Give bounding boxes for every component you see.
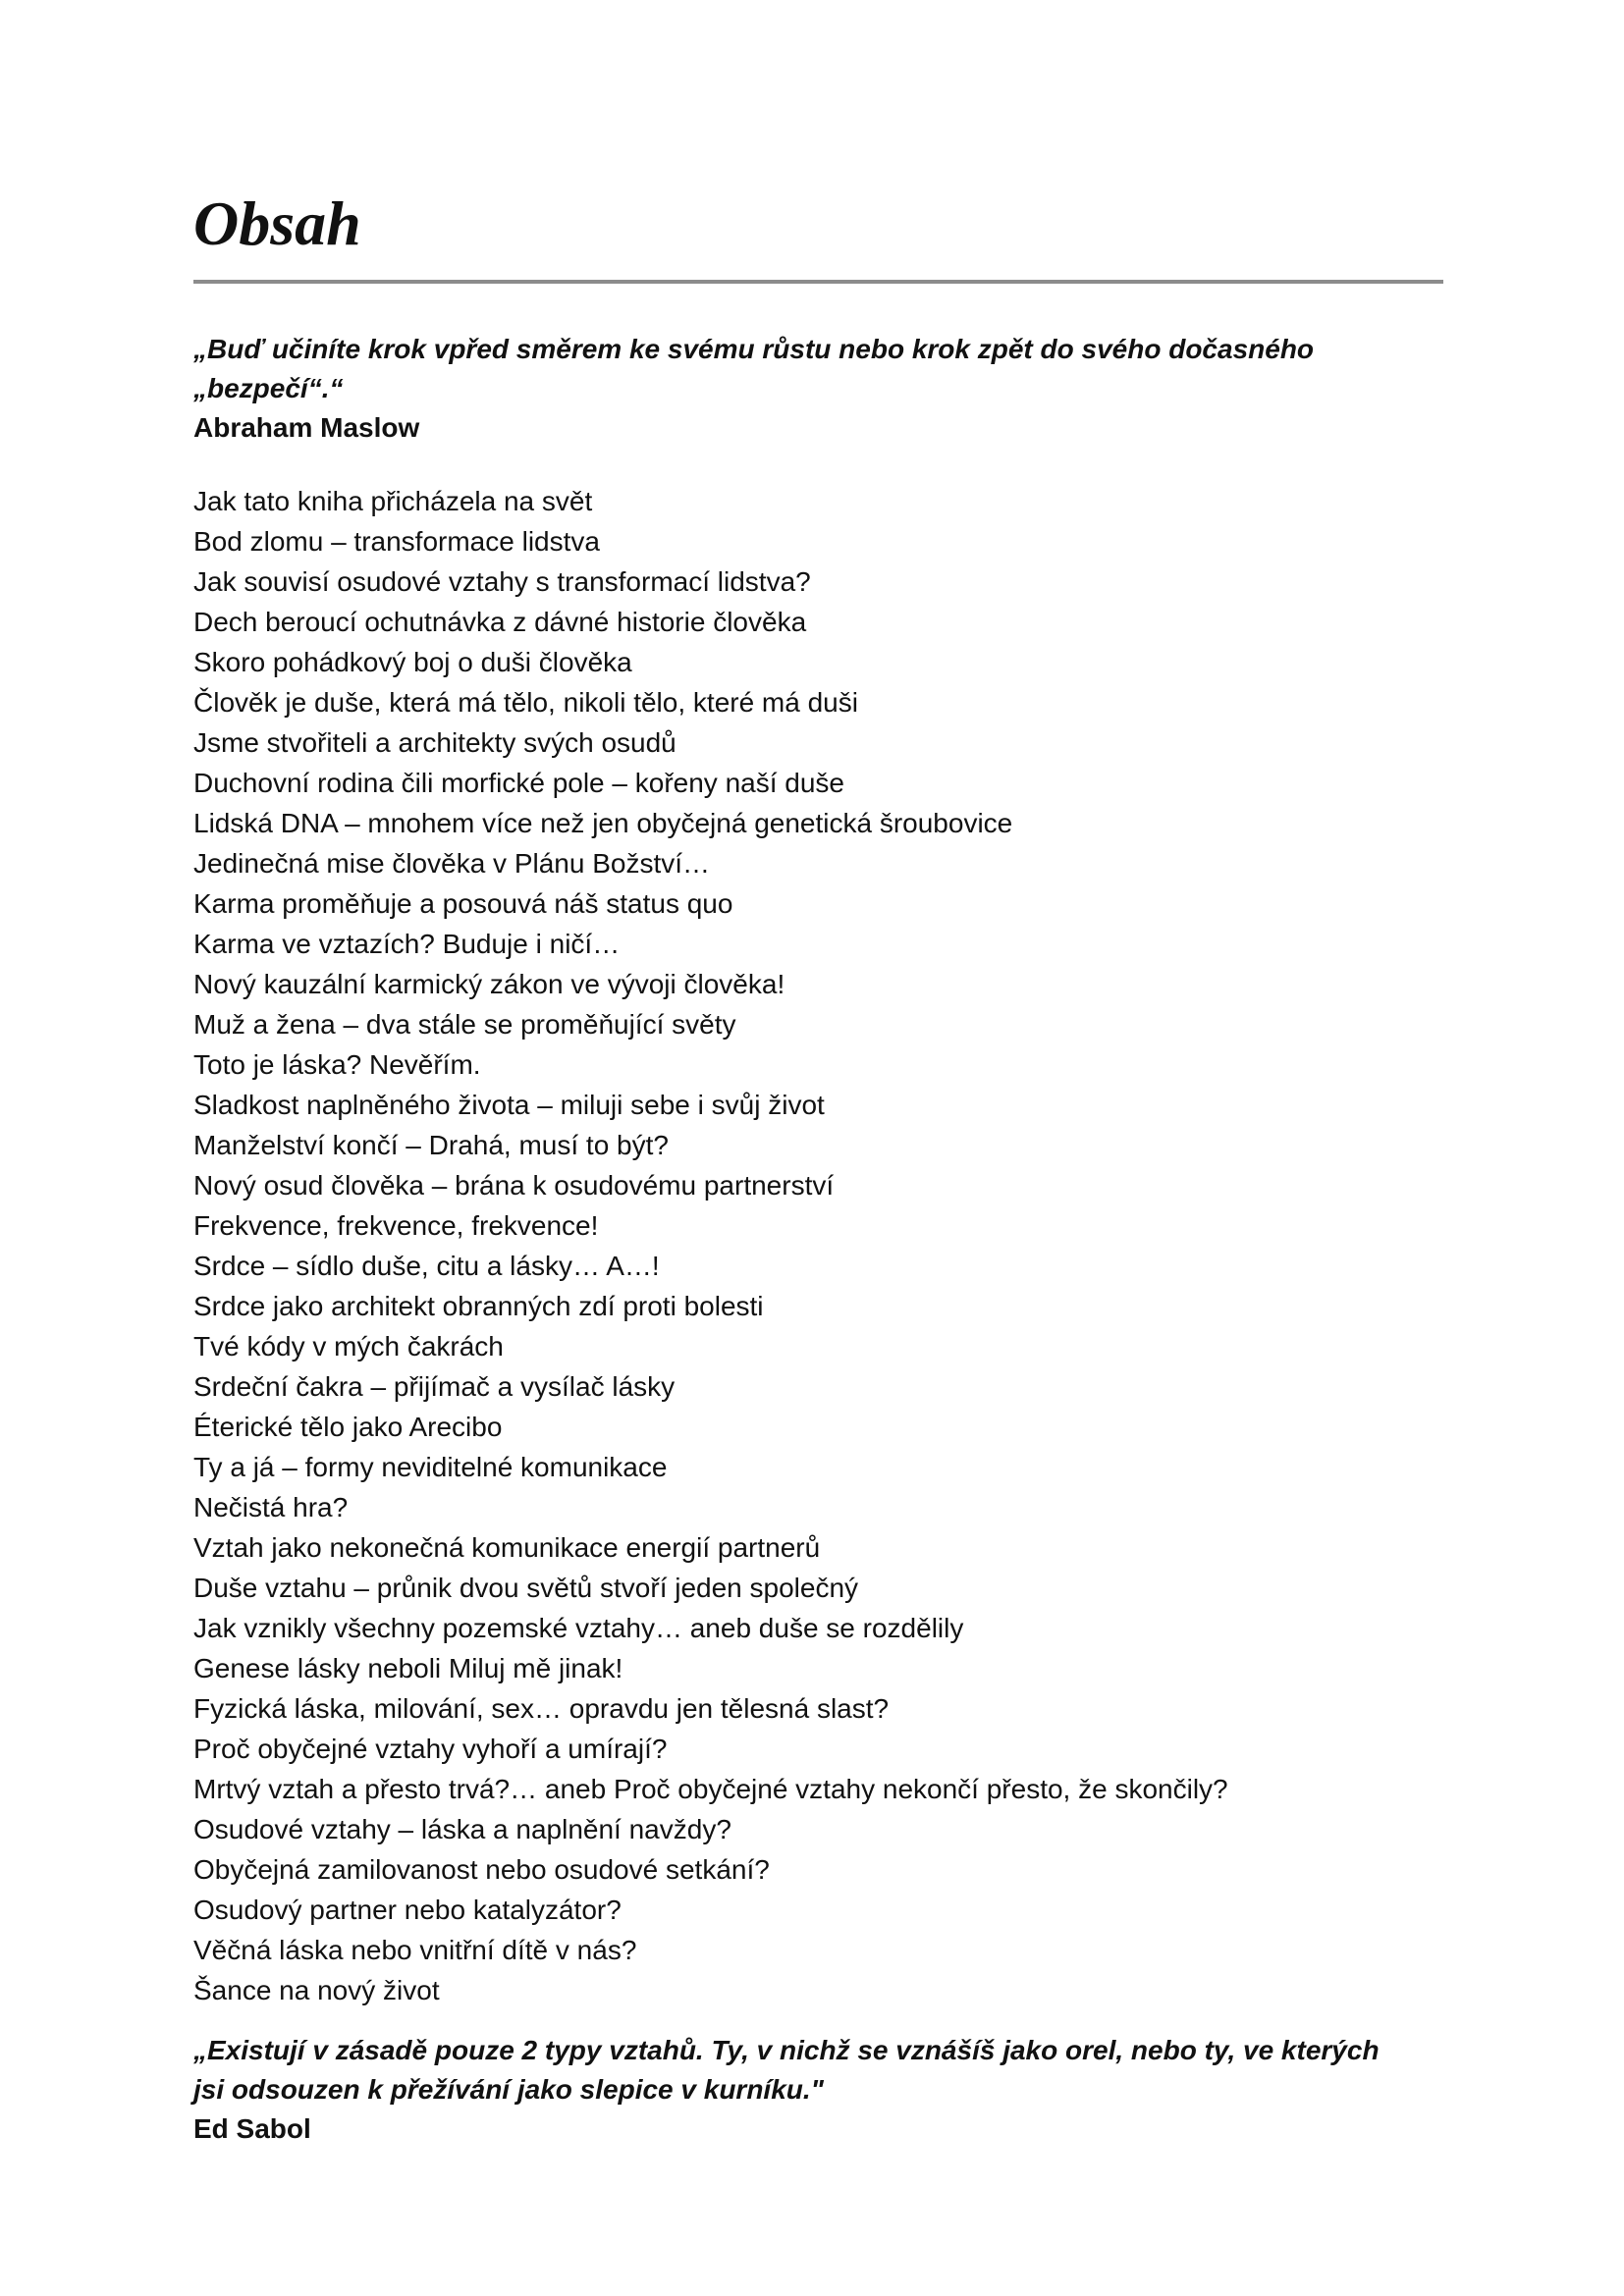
toc-entry: Srdeční čakra – přijímač a vysílač lásky (193, 1371, 676, 1402)
title-divider (193, 280, 1443, 284)
toc-entry: Frekvence, frekvence, frekvence! (193, 1210, 599, 1241)
toc-entry: Srdce – sídlo duše, citu a lásky… A…! (193, 1251, 660, 1281)
toc-entry: Karma proměňuje a posouvá náš status quo (193, 888, 733, 919)
toc-entry: Obyčejná zamilovanost nebo osudové setkání? (193, 1854, 770, 1885)
toc-entry: Dech beroucí ochutnávka z dávné historie člověka (193, 607, 807, 637)
toc-entry: Nový kauzální karmický zákon ve vývoji člověka! (193, 969, 785, 999)
opening-quote (193, 330, 1460, 448)
toc-entry: Manželství končí – Drahá, musí to být? (193, 1130, 669, 1160)
toc-entry: Mrtvý vztah a přesto trvá?… aneb Proč obyčejné vztahy nekončí přesto, že skončily? (193, 1774, 1228, 1804)
toc-entry: Jedinečná mise člověka v Plánu Božství… (193, 848, 711, 879)
closing-quote (193, 2031, 1460, 2149)
toc-entry: Vztah jako nekonečná komunikace energií partnerů (193, 1532, 821, 1563)
opening-quote-text: „Buď učiníte krok vpřed směrem ke svému růstu nebo krok zpět do svého dočasného „bezpečí“.“ (193, 334, 1315, 403)
toc-entry: Proč obyčejné vztahy vyhoří a umírají? (193, 1734, 668, 1764)
toc-entry: Ty a já – formy neviditelné komunikace (193, 1452, 668, 1482)
toc-entry: Člověk je duše, která má tělo, nikoli tělo, které má duši (193, 687, 858, 718)
toc-entry: Toto je láska? Nevěřím. (193, 1049, 481, 1080)
toc-entry: Muž a žena – dva stále se proměňující světy (193, 1009, 736, 1040)
toc-entry: Bod zlomu – transformace lidstva (193, 526, 600, 557)
toc-entry: Sladkost naplněného života – miluji sebe i svůj život (193, 1090, 825, 1120)
toc-entry: Jsme stvořiteli a architekty svých osudů (193, 727, 677, 758)
toc-entry: Osudové vztahy – láska a naplnění navždy? (193, 1814, 731, 1844)
opening-quote-author: Abraham Maslow (193, 412, 420, 443)
toc-entry: Jak vznikly všechny pozemské vztahy… aneb duše se rozdělily (193, 1613, 964, 1643)
toc-entry: Lidská DNA – mnohem více než jen obyčejná genetická šroubovice (193, 808, 1013, 838)
table-of-contents (193, 481, 1470, 2010)
toc-entry: Věčná láska nebo vnitřní dítě v nás? (193, 1935, 637, 1965)
toc-entry: Jak tato kniha přicházela na svět (193, 486, 593, 516)
toc-entry: Fyzická láska, milování, sex… opravdu jen tělesná slast? (193, 1693, 890, 1724)
toc-entry: Genese lásky neboli Miluj mě jinak! (193, 1653, 623, 1683)
toc-entry: Osudový partner nebo katalyzátor? (193, 1895, 622, 1925)
closing-quote-author: Ed Sabol (193, 2113, 311, 2144)
toc-entry: Šance na nový život (193, 1975, 440, 2005)
toc-entry: Karma ve vztazích? Buduje i ničí… (193, 929, 621, 959)
page-title: Obsah (193, 188, 361, 258)
toc-entry: Éterické tělo jako Arecibo (193, 1412, 503, 1442)
toc-entry: Nečistá hra? (193, 1492, 349, 1522)
toc-entry: Srdce jako architekt obranných zdí proti bolesti (193, 1291, 764, 1321)
closing-quote-text: „Existují v zásadě pouze 2 typy vztahů. Ty, v nichž se vznášíš jako orel, nebo ty, ve kterých jsi odsouzen k přežívání jako slepice v kurníku." (193, 2035, 1380, 2105)
toc-entry: Nový osud člověka – brána k osudovému partnerství (193, 1170, 835, 1201)
toc-entry: Tvé kódy v mých čakrách (193, 1331, 504, 1362)
toc-entry: Duše vztahu – průnik dvou světů stvoří jeden společný (193, 1573, 859, 1603)
toc-entry: Duchovní rodina čili morfické pole – kořeny naší duše (193, 768, 845, 798)
toc-entry: Jak souvisí osudové vztahy s transformací lidstva? (193, 566, 811, 597)
toc-entry: Skoro pohádkový boj o duši člověka (193, 647, 632, 677)
